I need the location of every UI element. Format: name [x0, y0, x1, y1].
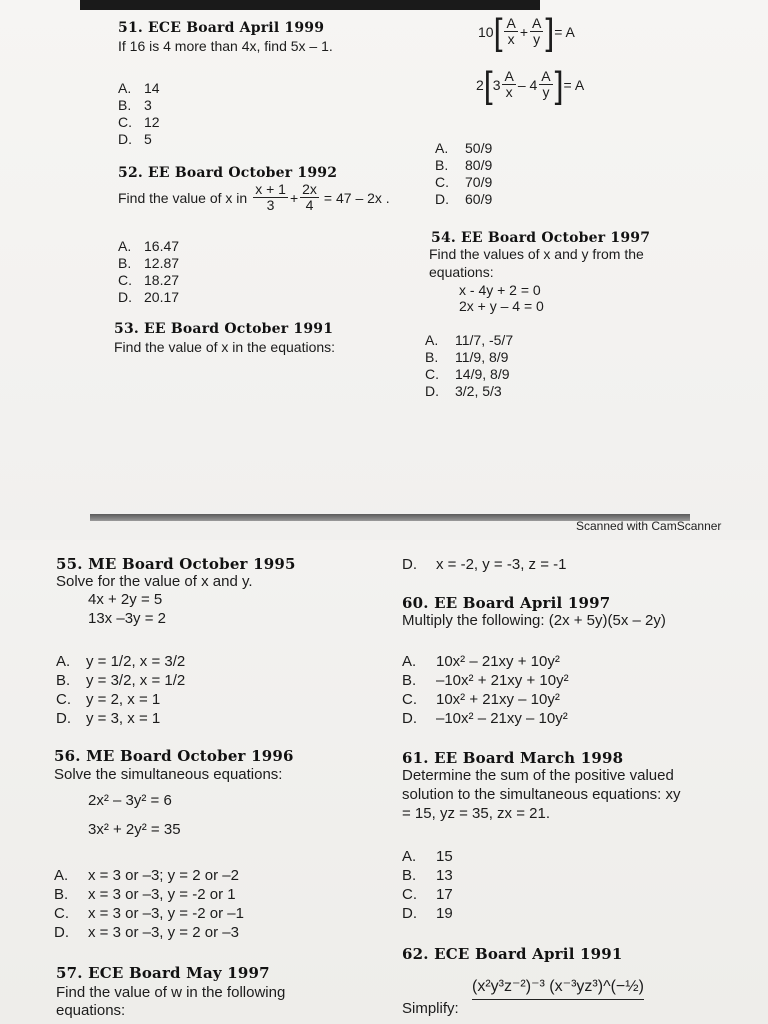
- option-a: A. 11/7, -5/7: [425, 332, 514, 348]
- q55-heading: 55. ME Board October 1995: [56, 555, 296, 573]
- scanned-page-bottom: [0, 540, 768, 1024]
- q53-heading: 53. EE Board October 1991: [114, 321, 334, 337]
- q52-heading: 52. EE Board October 1992: [118, 165, 338, 181]
- option-a: A. 14: [118, 80, 160, 96]
- q54-question-line-1: Find the values of x and y from the: [429, 246, 644, 262]
- option-c: C. 12: [118, 114, 160, 130]
- option-a: A. 16.47: [118, 238, 180, 254]
- option-b: B. 11/9, 8/9: [425, 349, 509, 365]
- option-b: B. 80/9: [435, 157, 493, 173]
- q62-prefix: Simplify:: [402, 1000, 459, 1017]
- option-d: D. 3/2, 5/3: [425, 383, 502, 399]
- q54-options: [425, 332, 513, 400]
- option-a: A. y = 1/2, x = 3/2: [56, 653, 186, 670]
- q51-heading: 51. ECE Board April 1999: [118, 20, 325, 36]
- q56-equation-1: 2x² – 3y² = 6: [88, 792, 172, 809]
- q56-heading: 56. ME Board October 1996: [54, 747, 294, 765]
- page-edge-shadow: [80, 0, 540, 10]
- option-d: D. –10x² – 21xy – 10y²: [402, 710, 568, 727]
- q61-question-line-3: = 15, yz = 35, zx = 21.: [402, 805, 551, 822]
- q61-heading: 61. EE Board March 1998: [402, 749, 624, 767]
- q62-heading: 62. ECE Board April 1991: [402, 945, 623, 963]
- option-b: B. y = 3/2, x = 1/2: [56, 672, 186, 689]
- option-c: C. x = 3 or –3, y = -2 or –1: [54, 905, 244, 922]
- q56-options: [54, 866, 244, 942]
- q59-option-d: D. x = -2, y = -3, z = -1: [402, 556, 567, 573]
- option-d: D. y = 3, x = 1: [56, 710, 161, 727]
- scanned-watermark: Scanned with CamScanner: [576, 519, 722, 533]
- option-d: D. x = 3 or –3, y = 2 or –3: [54, 924, 239, 941]
- q54-question-line-2: equations:: [429, 264, 494, 280]
- option-d: D. 60/9: [435, 191, 493, 207]
- option-a: A. 15: [402, 848, 453, 865]
- q52-options: [118, 238, 179, 306]
- option-c: C. 70/9: [435, 174, 493, 190]
- q61-question-line-1: Determine the sum of the positive valued: [402, 767, 674, 784]
- q53-question: Find the value of x in the equations:: [114, 339, 336, 355]
- option-c: C. 18.27: [118, 272, 180, 288]
- option-c: C. 14/9, 8/9: [425, 366, 510, 382]
- q60-options: [402, 652, 569, 728]
- q55-equation-2: 13x –3y = 2: [88, 610, 166, 627]
- q51-options: [118, 80, 160, 148]
- q51-question: If 16 is 4 more than 4x, find 5x – 1.: [118, 38, 333, 54]
- option-b: B. –10x² + 21xy + 10y²: [402, 672, 569, 689]
- q57-heading: 57. ECE Board May 1997: [56, 964, 270, 982]
- q56-question: Solve the simultaneous equations:: [54, 766, 283, 783]
- option-d: D. 19: [402, 905, 453, 922]
- option-b: B. 12.87: [118, 255, 180, 271]
- option-b: B. x = 3 or –3, y = -2 or 1: [54, 886, 236, 903]
- q53-equation-1: 10 [ $\frac{A}{x}$ + $\frac{A}{y}$ ] = A: [478, 10, 575, 53]
- option-d: D. 5: [118, 131, 152, 147]
- q54-equation-2: 2x + y – 4 = 0: [459, 298, 544, 314]
- option-d: D. 20.17: [118, 289, 180, 305]
- q52-fraction-1: $\frac{x + 1}{3}$: [255, 181, 286, 213]
- q56-equation-2: 3x² + 2y² = 35: [88, 821, 181, 838]
- q54-equation-1: x - 4y + 2 = 0: [459, 282, 541, 298]
- q54-heading: 54. EE Board October 1997: [431, 230, 651, 246]
- q55-options: [56, 652, 185, 728]
- q57-question-line-1: Find the value of w in the following: [56, 984, 286, 1001]
- q62-numerator: (x²y³z⁻²)⁻³ (x⁻³yz³)^(−½): [472, 976, 644, 1000]
- q52-prefix: Find the value of x in: [118, 189, 248, 206]
- option-b: B. 3: [118, 97, 152, 113]
- q57-question-line-2: equations:: [56, 1002, 126, 1019]
- q61-options: [402, 847, 453, 923]
- q52-equation: Find the value of x in $\frac{x + 1}{3}$ + $\frac{2x}{4}$ = 47 – 2x .: [118, 181, 390, 213]
- q52-fraction-2: $\frac{2x}{4}$: [302, 181, 317, 213]
- q61-question-line-2: solution to the simultaneous equations: xy: [402, 786, 681, 803]
- option-c: C. 10x² + 21xy – 10y²: [402, 691, 560, 708]
- option-b: B. 13: [402, 867, 453, 884]
- q55-question: Solve for the value of x and y.: [56, 573, 253, 590]
- q53-equation-2: 2 [ 3 $\frac{A}{x}$ – 4 $\frac{A}{y}$ ] = A: [476, 63, 585, 106]
- q55-equation-1: 4x + 2y = 5: [88, 591, 163, 608]
- q60-question: Multiply the following: (2x + 5y)(5x – 2y): [402, 612, 666, 629]
- option-a: A. 10x² – 21xy + 10y²: [402, 653, 560, 670]
- q53-options: [435, 140, 492, 208]
- option-a: A. x = 3 or –3; y = 2 or –2: [54, 867, 239, 884]
- option-a: A. 50/9: [435, 140, 493, 156]
- q52-rhs: = 47 – 2x .: [323, 189, 390, 206]
- option-c: C. 17: [402, 886, 453, 903]
- q60-heading: 60. EE Board April 1997: [402, 594, 611, 612]
- option-c: C. y = 2, x = 1: [56, 691, 161, 708]
